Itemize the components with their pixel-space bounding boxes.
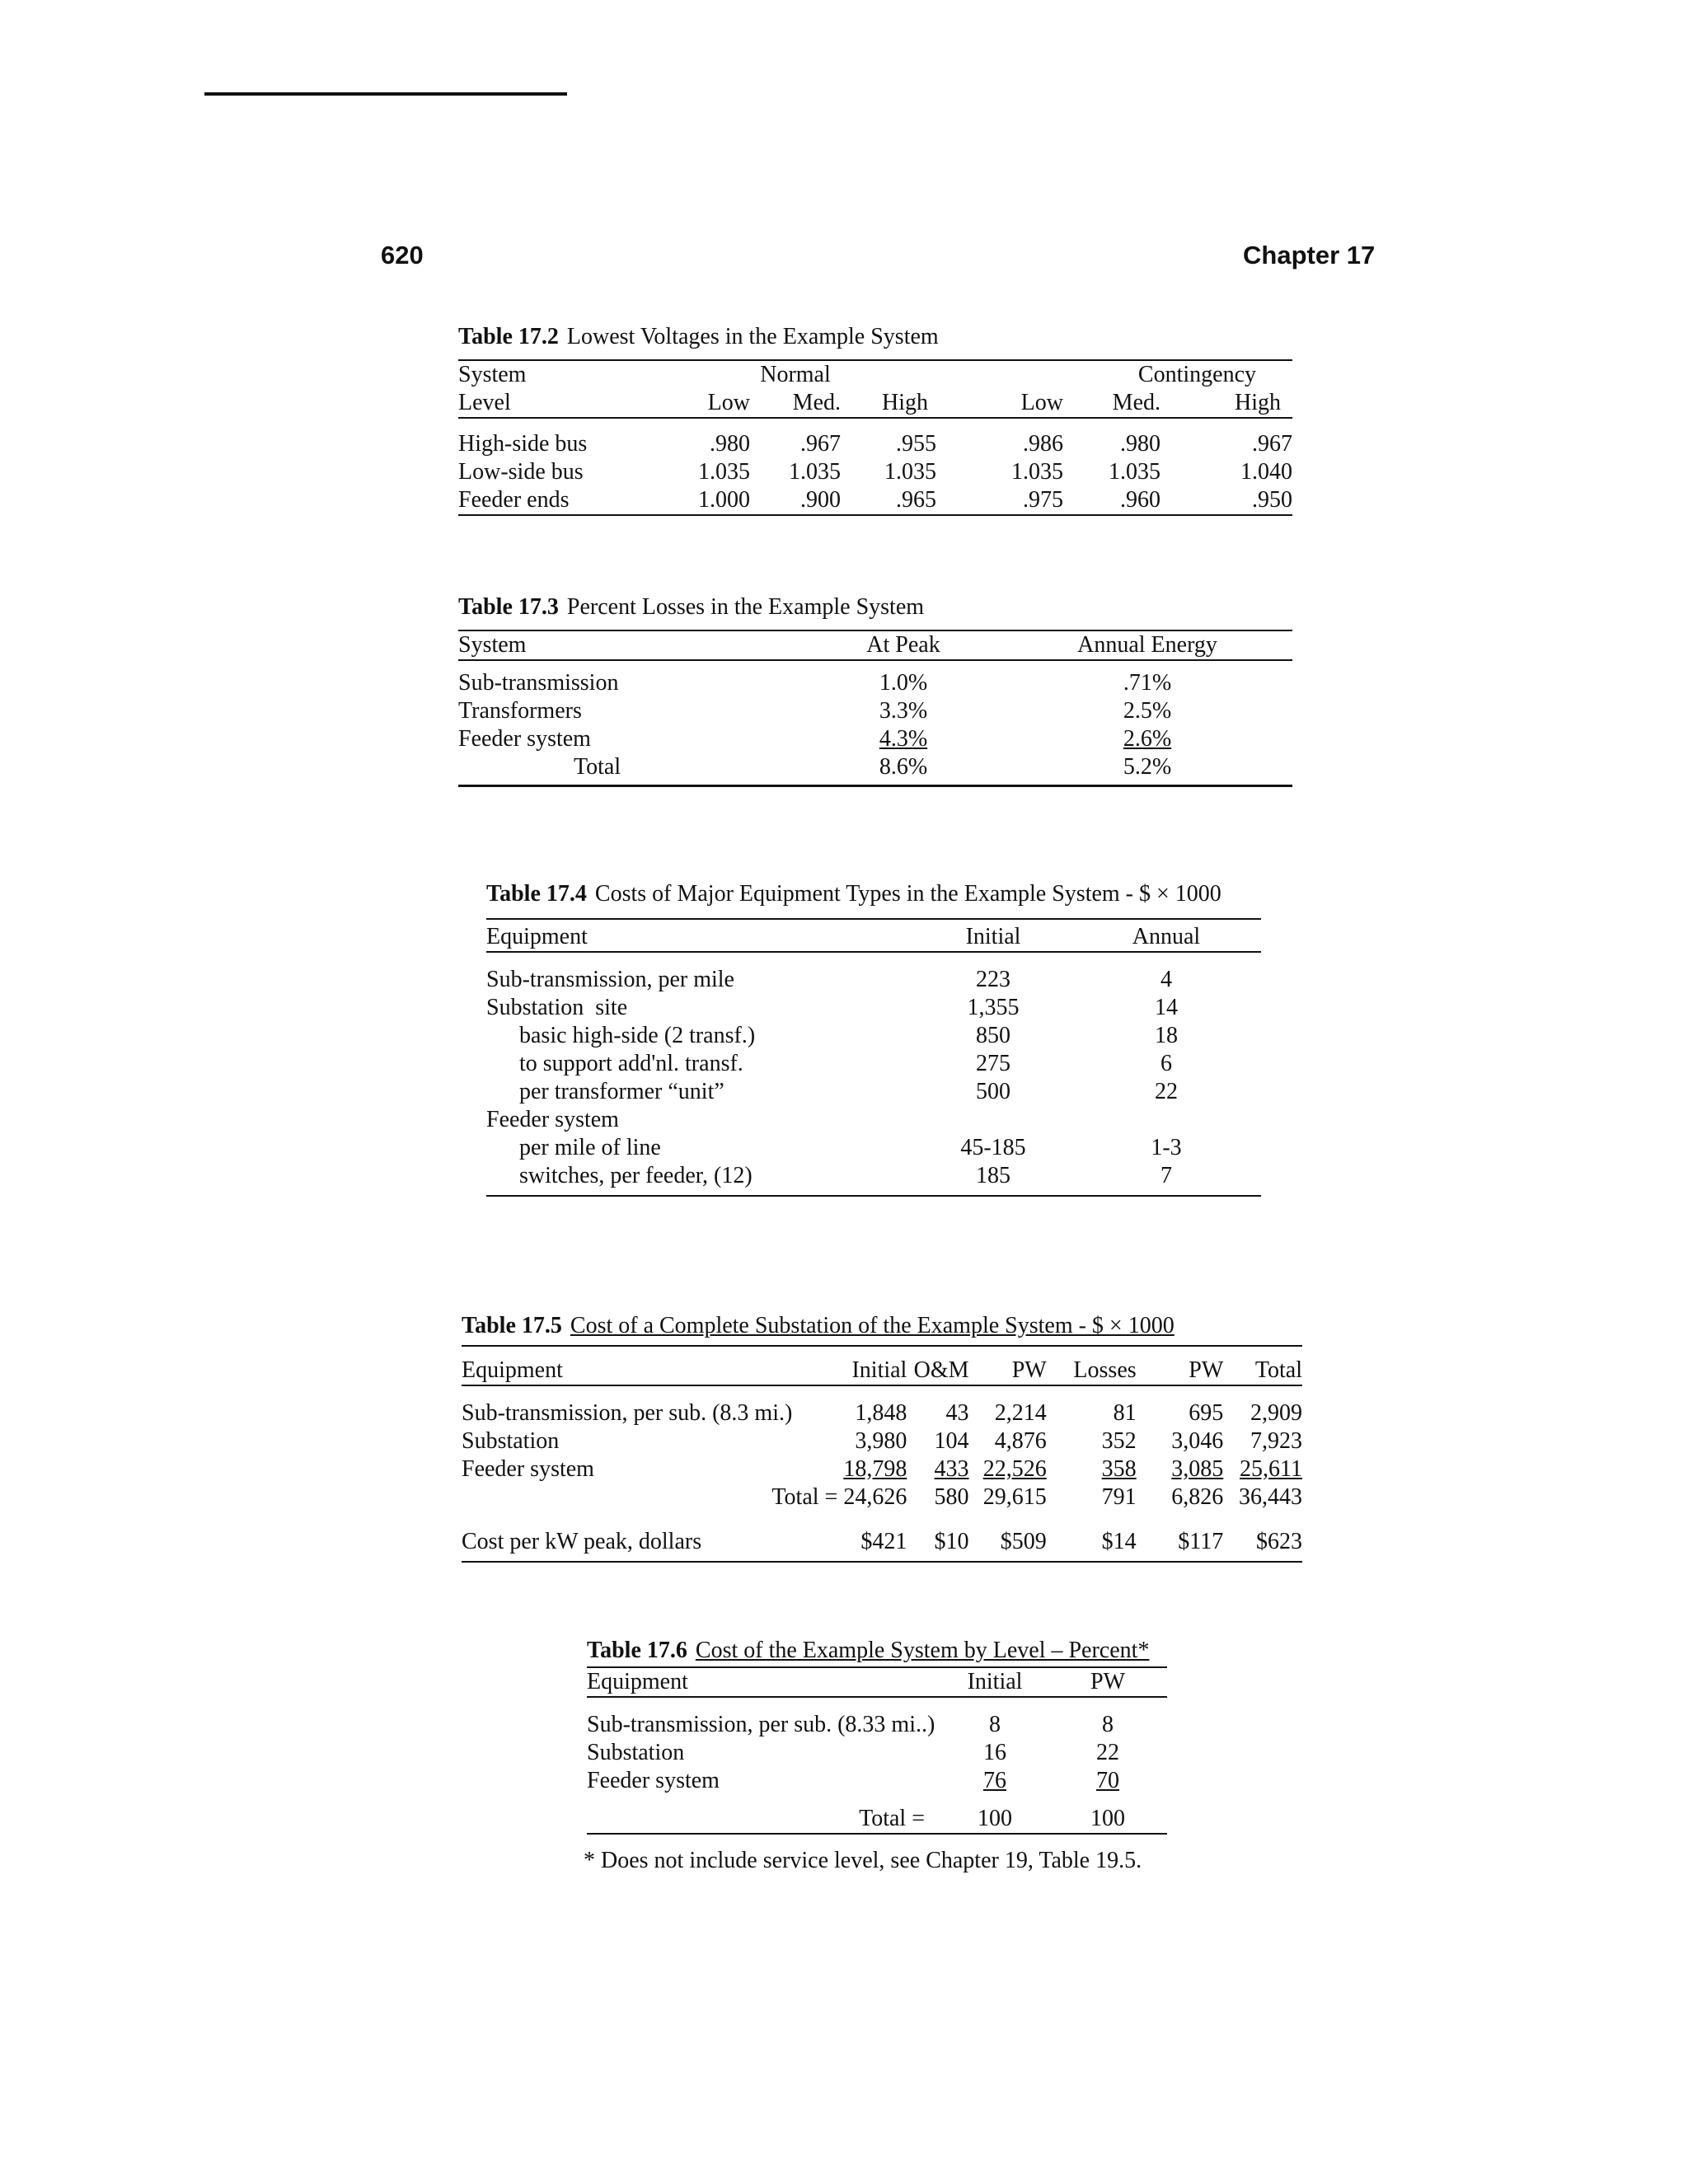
- col-head: High: [1235, 390, 1281, 415]
- table-caption: Table 17.6 Cost of the Example System by Level – Percent*: [587, 1638, 1150, 1663]
- table-row: Feeder system: [486, 1107, 619, 1132]
- col-head: PW: [1090, 1669, 1125, 1694]
- col-head: Annual: [1132, 924, 1201, 949]
- col-head: Initial: [967, 1669, 1023, 1694]
- table-17-2: [458, 323, 1292, 516]
- col-head: Annual Energy: [1077, 632, 1217, 658]
- table-row: Substation 3,980 104 4,876 352 3,046 7,923: [462, 1428, 1302, 1454]
- col-head: Initial: [965, 924, 1021, 949]
- table-row: to support add'nl. transf. 275 6: [519, 1051, 1172, 1076]
- table-caption: Table 17.4 Costs of Major Equipment Types in the Example System - $ × 1000: [486, 881, 1221, 907]
- table-row: Sub-transmission, per mile 223 4: [486, 967, 1172, 992]
- table-row: Sub-transmission, per sub. (8.33 mi..) 8 8: [587, 1712, 1114, 1737]
- col-head: Equipment: [587, 1669, 688, 1694]
- col-head: Losses: [1073, 1357, 1137, 1383]
- col-head: Equipment: [486, 924, 588, 949]
- page-number: 620: [381, 241, 424, 269]
- table-17-3: [458, 593, 1292, 787]
- col-head: Equipment: [462, 1357, 563, 1383]
- table-row: Transformers 3.3% 2.5%: [458, 698, 1172, 724]
- table-row: Total 8.6% 5.2%: [574, 754, 1172, 780]
- col-head: Med.: [1112, 390, 1160, 415]
- col-head: Low: [707, 390, 750, 415]
- table-row: Sub-transmission 1.0% .71%: [458, 670, 1172, 696]
- table-row: Substation 16 22: [587, 1740, 1119, 1765]
- col-head: O&M: [913, 1357, 969, 1383]
- losses-table: [458, 631, 1292, 781]
- equipment-cost-table: [486, 920, 1261, 1190]
- table-caption: Table 17.5 Cost of a Complete Substation of the Example System - $ × 1000: [462, 1313, 1175, 1338]
- col-head: PW: [1189, 1357, 1224, 1383]
- table-row: switches, per feeder, (12) 185 7: [519, 1163, 1172, 1188]
- level-percent-table: [587, 1668, 1167, 1833]
- col-head: High: [882, 390, 928, 415]
- table-row: Low-side bus 1.035 1.035 1.035 1.035 1.035 1.040: [458, 459, 1292, 485]
- table-17-5: [462, 1312, 1302, 1563]
- head-level: Level: [458, 390, 511, 415]
- table-row: Total = 24,626 580 29,615 791 6,826 36,443: [771, 1484, 1302, 1510]
- table-caption: Table 17.2 Lowest Voltages in the Example System: [458, 324, 939, 349]
- footnote: * Does not include service level, see Chapter 19, Table 19.5.: [584, 1848, 1142, 1873]
- head-system: System: [458, 362, 527, 387]
- voltage-table: [458, 361, 1292, 514]
- group-contingency: Contingency: [1137, 362, 1256, 387]
- chapter-heading: Chapter 17: [1243, 241, 1376, 269]
- table-row: per mile of line 45-185 1-3: [519, 1135, 1182, 1160]
- top-rule: [204, 92, 567, 96]
- col-head: Low: [1020, 390, 1063, 415]
- table-caption: Table 17.3 Percent Losses in the Example System: [458, 594, 925, 620]
- col-head: Total: [1254, 1357, 1302, 1383]
- table-row: Sub-transmission, per sub. (8.3 mi.) 1,848 43 2,214 81 695 2,909: [462, 1400, 1302, 1426]
- per-kw-row: Cost per kW peak, dollars $421 $10 $509 $14 $117 $623: [462, 1529, 1302, 1554]
- table-17-6: [587, 1637, 1167, 1835]
- group-normal: Normal: [760, 362, 831, 387]
- table-row: High-side bus .980 .967 .955 .986 .980 .967: [458, 431, 1292, 457]
- table-row: Feeder system 4.3% 2.6%: [458, 726, 1172, 752]
- total-row: Total = 100 100: [859, 1806, 1125, 1831]
- col-head: System: [458, 632, 527, 658]
- substation-cost-table: [462, 1347, 1302, 1556]
- col-head: At Peak: [866, 632, 940, 658]
- table-row: Feeder system 18,798 433 22,526 358 3,085 25,611: [462, 1456, 1302, 1482]
- table-row: Feeder system 76 70: [587, 1768, 1119, 1793]
- col-head: Initial: [851, 1357, 907, 1383]
- table-row: Feeder ends 1.000 .900 .965 .975 .960 .950: [458, 487, 1292, 513]
- table-row: Substation site 1,355 14: [486, 995, 1178, 1020]
- col-head: PW: [1011, 1357, 1047, 1383]
- table-row: per transformer “unit” 500 22: [519, 1079, 1178, 1104]
- table-17-4: [486, 880, 1261, 1197]
- col-head: Med.: [792, 390, 841, 415]
- table-row: basic high-side (2 transf.) 850 18: [519, 1023, 1178, 1048]
